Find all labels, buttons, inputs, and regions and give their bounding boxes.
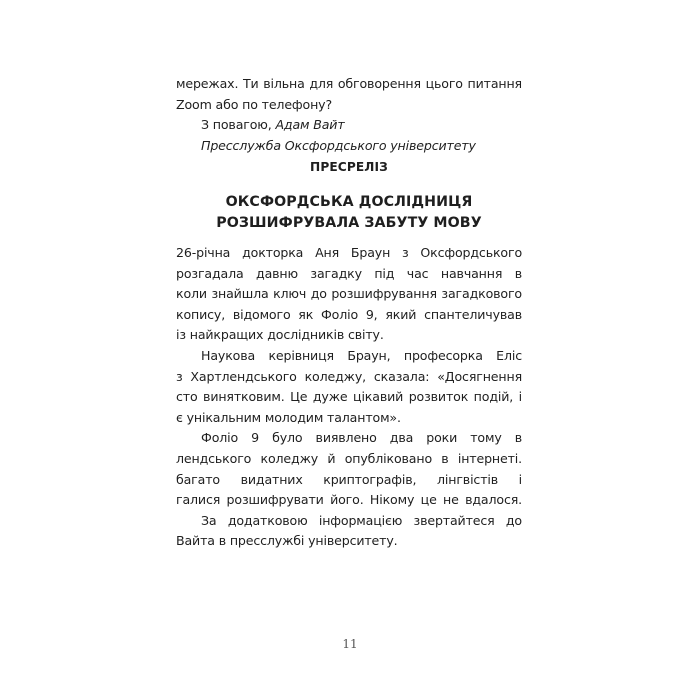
article-title: [176, 192, 522, 234]
body-line: багато видатних криптографів, лінгвістів і: [176, 471, 522, 487]
title-line-1: ОКСФОРДСЬКА ДОСЛІДНИЦЯ: [225, 194, 473, 210]
closing-name: Адам Вайт: [275, 117, 345, 133]
body-line: галися розшифрувати його. Нікому це не вдалося.: [176, 492, 522, 508]
body-line: із найкращих дослідників світу.: [176, 327, 384, 343]
letter-line-1: мережах. Ти вільна для обговорення цього питання: [176, 76, 522, 91]
article-body: [176, 243, 522, 552]
press-release-heading: ПРЕСРЕЛІЗ: [310, 160, 388, 174]
letter-line-2: Zoom або по телефону?: [176, 96, 333, 112]
signature-org: Пресслужба Оксфордського університету: [201, 137, 476, 153]
body-line: лендського коледжу й опубліковано в інтернеті.: [176, 450, 522, 466]
body-line: За додатковою інформацією звертайтеся до: [201, 512, 522, 528]
body-line: сто винятковим. Це дуже цікавий розвиток подій, і: [176, 389, 522, 405]
body-line: Фоліо 9 було виявлено два роки тому в: [201, 430, 522, 446]
title-line-2: РОЗШИФРУВАЛА ЗАБУТУ МОВУ: [216, 215, 482, 231]
body-line: Наукова керівниця Браун, професорка Еліс: [201, 347, 522, 363]
body-line: Вайта в пресслужбі університету.: [176, 533, 398, 549]
letter-ending: [176, 74, 522, 156]
body-line: копису, відомого як Фоліо 9, який спантеличував: [176, 306, 522, 322]
body-line: 26-річна докторка Аня Браун з Оксфордського: [176, 245, 522, 260]
body-line: з Хартлендського коледжу, сказала: «Досягнення: [176, 368, 522, 384]
body-line: є унікальним молодим талантом».: [176, 409, 401, 425]
page-number: 11: [342, 637, 358, 651]
letter-closing: [176, 115, 522, 136]
body-line: коли знайшла ключ до розшифрування загадкового: [176, 286, 522, 302]
closing-prefix: З повагою,: [201, 117, 276, 133]
body-line: розгадала давню загадку під час навчання в: [176, 265, 522, 281]
